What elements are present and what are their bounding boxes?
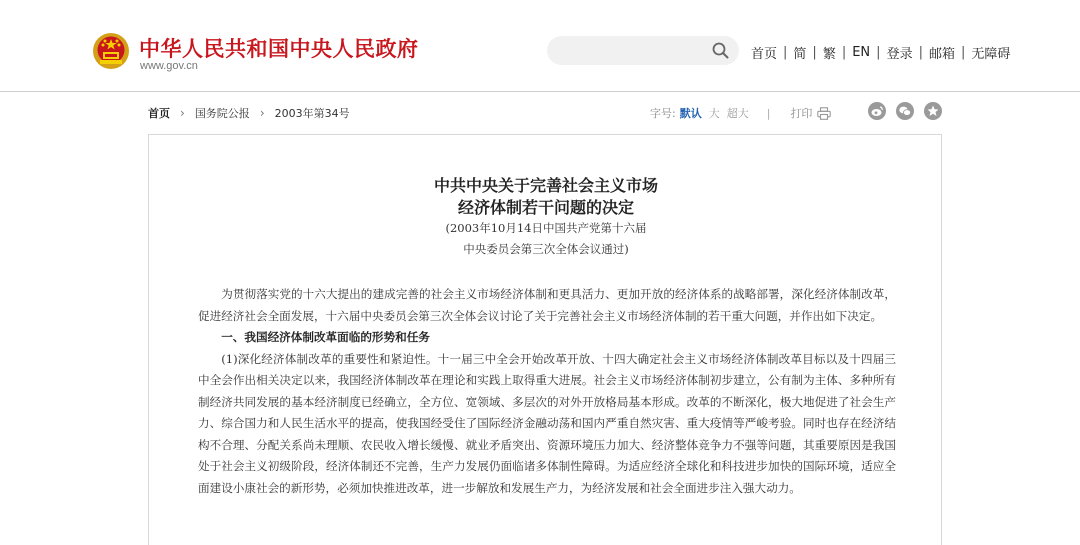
section-heading: 一、我国经济体制改革面临的形势和任务 <box>221 330 430 344</box>
article-body <box>198 284 896 499</box>
favorite-icon[interactable] <box>924 102 942 120</box>
site-header <box>0 0 1080 92</box>
body-paragraph: (1)深化经济体制改革的重要性和紧迫性。十一届三中全会开始改革开放、十四大确定社会主义市场经济体制改革目标以及十四届三中全会作出相关决定以来，我国经济体制改革在理论和实践上取得重大进展。社会主义市场经济体制初步建立，公有制为主体、多种所有制经济共同发展的基本经济制度已经确立，全方位、宽领域、多层次的对外开放格局基本形成。改革的不断深化，极大地促进了社会生产力、综合国力和人民生活水平的提高，使我国经受住了国际经济金融动荡和国内严重自然灾害、重大疫情等严峻考验。同时也存在经济结构不合理、分配关系尚未理顺、农民收入增长缓慢、就业矛盾突出、资源环境压力加大、经济整体竞争力不强等问题，其重要原因是我国处于社会主义初级阶段，经济体制还不完善，生产力发展仍面临诸多体制性障碍。为适应经济全球化和科技进步加快的国际环境，适应全面建设小康社会的新形势，必须加快推进改革，进一步解放和发展生产力，为经济发展和社会全面进步注入强大动力。 <box>198 351 896 495</box>
nav-simplified[interactable]: 简 <box>793 47 807 62</box>
article-title-line2: 经济体制若干问题的决定 <box>457 198 634 217</box>
article-tools <box>650 105 831 121</box>
weibo-icon[interactable] <box>868 102 886 120</box>
article-panel <box>148 134 942 545</box>
print-label[interactable]: 打印 <box>790 107 813 120</box>
search-icon[interactable] <box>712 42 729 59</box>
font-size-large[interactable]: 大 <box>708 107 720 120</box>
article-subtitle-line2: 中央委员会第三次全体会议通过) <box>463 242 629 256</box>
nav-english[interactable]: EN <box>852 45 871 60</box>
font-size-xlarge[interactable]: 超大 <box>726 107 749 120</box>
site-title[interactable]: 中华人民共和国中央人民政府 <box>139 37 419 61</box>
breadcrumb-bulletin[interactable]: 国务院公报 <box>194 107 250 120</box>
nav-divider: | <box>876 45 881 60</box>
intro-paragraph: 为贯彻落实党的十六大提出的建成完善的社会主义市场经济体制和更具活力、更加开放的经济体系的战略部署，深化经济体制改革，促进经济社会全面发展，十六届中央委员会第三次全体会议讨论了关于完善社会主义市场经济体制的若干重大问题，并作出如下决定。 <box>198 287 896 323</box>
nav-accessibility[interactable]: 无障碍 <box>971 47 1011 62</box>
wechat-icon[interactable] <box>896 102 914 120</box>
top-nav <box>751 43 1010 62</box>
national-emblem-icon[interactable] <box>92 32 130 70</box>
breadcrumb <box>148 105 350 121</box>
font-size-label: 字号: <box>650 107 676 120</box>
nav-traditional[interactable]: 繁 <box>822 47 836 62</box>
article-title-line1: 中共中央关于完善社会主义市场 <box>433 176 658 195</box>
nav-divider: | <box>783 45 788 60</box>
nav-divider: | <box>812 45 817 60</box>
nav-divider: | <box>918 45 923 60</box>
breadcrumb-home[interactable]: 首页 <box>148 107 170 120</box>
nav-mail[interactable]: 邮箱 <box>928 47 955 62</box>
nav-divider: | <box>841 45 847 60</box>
printer-icon[interactable] <box>817 107 831 120</box>
chevron-right-icon: › <box>180 106 185 120</box>
search-input[interactable] <box>557 41 707 61</box>
tools-divider: | <box>766 106 771 120</box>
site-url[interactable]: www.gov.cn <box>140 60 198 72</box>
search-box[interactable] <box>547 36 739 65</box>
nav-home[interactable]: 首页 <box>751 47 778 62</box>
font-size-default[interactable]: 默认 <box>679 107 702 120</box>
chevron-right-icon: › <box>259 106 265 120</box>
article-subtitle-line1: (2003年10月14日中国共产党第十六届 <box>445 221 647 235</box>
breadcrumb-issue[interactable]: 2003年第34号 <box>274 107 350 120</box>
nav-login[interactable]: 登录 <box>886 47 913 62</box>
nav-divider: | <box>960 45 966 60</box>
